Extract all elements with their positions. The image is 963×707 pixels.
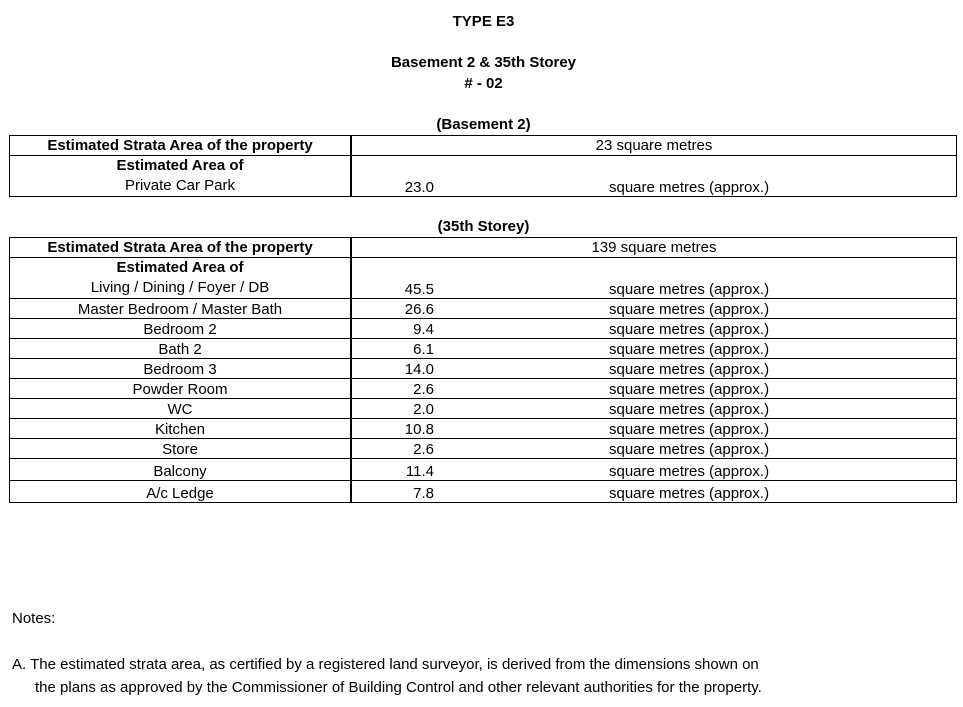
table-row bbox=[10, 156, 957, 197]
row-label: Bedroom 3 bbox=[10, 359, 352, 379]
table-row bbox=[10, 399, 957, 419]
row-label: WC bbox=[10, 399, 352, 419]
note-a-line1: A. The estimated strata area, as certified by a registered land surveyor, is derived from the dimensions shown on bbox=[12, 656, 759, 673]
table-row bbox=[10, 379, 957, 399]
row-label: Private Car Park bbox=[124, 177, 236, 194]
row-value: 26.6 bbox=[404, 301, 434, 318]
row-unit: square metres (approx.) bbox=[609, 421, 770, 438]
row-value: 11.4 bbox=[405, 463, 434, 480]
type-title: TYPE E3 bbox=[452, 13, 515, 30]
row-unit: square metres (approx.) bbox=[609, 321, 770, 338]
row-value: 7.8 bbox=[413, 485, 434, 502]
row-label: Bedroom 2 bbox=[10, 319, 352, 339]
row-label: Bath 2 bbox=[10, 339, 352, 359]
row-label: Master Bedroom / Master Bath bbox=[10, 299, 352, 319]
row-label: A/c Ledge bbox=[10, 481, 352, 503]
storey-area-table bbox=[9, 237, 957, 503]
row-value: 2.6 bbox=[413, 441, 434, 458]
row-unit: square metres (approx.) bbox=[609, 301, 770, 318]
area-of-label: Estimated Area of bbox=[116, 259, 244, 276]
row-value: 9.4 bbox=[413, 321, 434, 338]
table-row bbox=[10, 319, 957, 339]
row-unit: square metres (approx.) bbox=[609, 179, 770, 196]
row-unit: square metres (approx.) bbox=[609, 341, 770, 358]
strata-row bbox=[10, 238, 957, 258]
strata-label: Estimated Strata Area of the property bbox=[10, 238, 352, 258]
row-value: 6.1 bbox=[413, 341, 434, 358]
row-label: Kitchen bbox=[10, 419, 352, 439]
row-value: 23.0 bbox=[404, 179, 434, 196]
strata-value: 23 square metres bbox=[351, 136, 957, 156]
row-value: 10.8 bbox=[404, 421, 434, 438]
row-label: Powder Room bbox=[10, 379, 352, 399]
row-unit: square metres (approx.) bbox=[609, 441, 770, 458]
storey-title: Basement 2 & 35th Storey bbox=[390, 54, 577, 71]
table-row bbox=[10, 258, 957, 299]
table-row bbox=[10, 459, 957, 481]
table-row bbox=[10, 481, 957, 503]
row-value: 2.0 bbox=[413, 401, 434, 418]
strata-row bbox=[10, 136, 957, 156]
row-label: Balcony bbox=[10, 459, 352, 481]
area-of-label: Estimated Area of bbox=[116, 157, 244, 174]
table-row bbox=[10, 339, 957, 359]
row-unit: square metres (approx.) bbox=[609, 361, 770, 378]
table-row bbox=[10, 359, 957, 379]
basement-section-title: (Basement 2) bbox=[436, 116, 531, 133]
row-label: Living / Dining / Foyer / DB bbox=[90, 279, 270, 296]
strata-value: 139 square metres bbox=[351, 238, 957, 258]
row-value: 45.5 bbox=[404, 281, 434, 298]
unit-number: # - 02 bbox=[464, 75, 503, 92]
row-unit: square metres (approx.) bbox=[609, 281, 770, 298]
note-a-line2: the plans as approved by the Commissioner of Building Control and other relevant authorities for the property. bbox=[35, 679, 762, 696]
row-unit: square metres (approx.) bbox=[609, 401, 770, 418]
table-row bbox=[10, 439, 957, 459]
row-unit: square metres (approx.) bbox=[609, 381, 770, 398]
row-value: 2.6 bbox=[413, 381, 434, 398]
row-unit: square metres (approx.) bbox=[609, 485, 770, 502]
table-row bbox=[10, 419, 957, 439]
storey-section-title: (35th Storey) bbox=[437, 218, 530, 235]
table-row bbox=[10, 299, 957, 319]
notes-heading: Notes: bbox=[12, 610, 56, 627]
strata-label: Estimated Strata Area of the property bbox=[10, 136, 352, 156]
basement-area-table bbox=[9, 135, 957, 197]
row-unit: square metres (approx.) bbox=[609, 463, 770, 480]
row-label: Store bbox=[10, 439, 352, 459]
row-value: 14.0 bbox=[404, 361, 434, 378]
